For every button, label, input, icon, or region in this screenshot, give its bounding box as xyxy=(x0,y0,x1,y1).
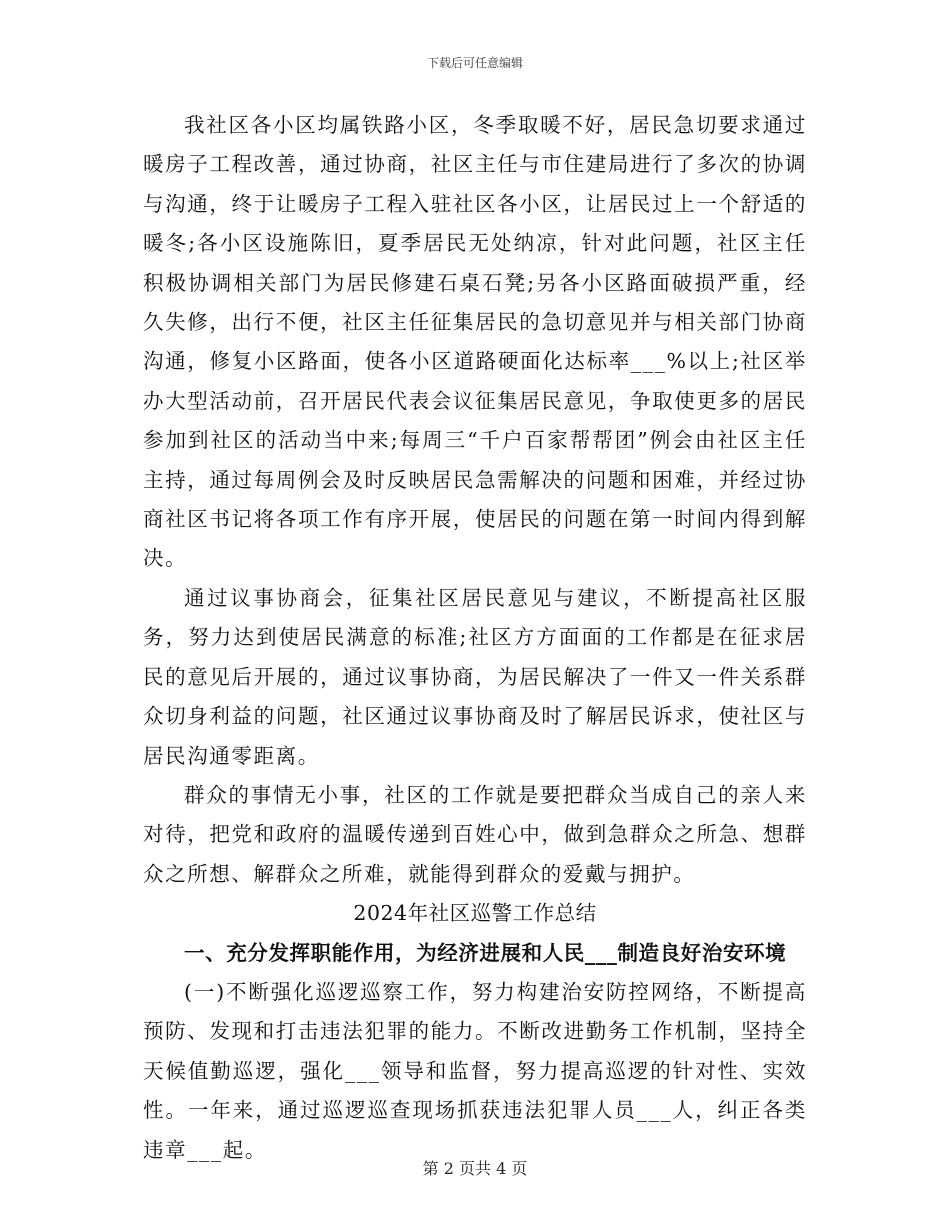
document-body xyxy=(143,106,807,1170)
document-title: 2024年社区巡警工作总结 xyxy=(353,901,597,926)
paragraph-heating-project: 我社区各小区均属铁路小区，冬季取暖不好，居民急切要求通过暖房子工程改善，通过协商，社区主任与市住建局进行了多次的协调与沟通，终于让暖房子工程入驻社区各小区，让居民过上一个舒适的暖冬;各小区设施陈旧，夏季居民无处纳凉，针对此问题，社区主任积极协调相关部门为居民修建石桌石凳;另各小区路面破损严重，经久失修，出行不便，社区主任征集居民的急切意见并与相关部门协商沟通，修复小区路面，使各小区道路硬面化达标率___%以上;社区举办大型活动前，召开居民代表会议征集居民意见，争取使更多的居民参加到社区的活动当中来;每周三“千户百家帮帮团”例会由社区主任主持，通过每周例会及时反映居民急需解决的问题和困难，并经过协商社区书记将各项工作有序开展，使居民的问题在第一时间内得到解决。 xyxy=(143,113,807,571)
paragraph-masses: 群众的事情无小事，社区的工作就是要把群众当成自己的亲人来对待，把党和政府的温暖传递到百姓心中，做到急群众之所急、想群众之所想、解群众之所难，就能得到群众的爱戴与拥护。 xyxy=(143,782,807,886)
page-footer: 第 2 页共 4 页 xyxy=(422,1159,528,1178)
page-header: 下载后可任意编辑 xyxy=(426,56,523,70)
section-heading: 一、充分发挥职能作用，为经济进展和人民___制造良好治安环境 xyxy=(184,940,787,965)
paragraph-patrol: (一)不断强化巡逻巡察工作，努力构建治安防控网络，不断提高预防、发现和打击违法犯罪的能力。不断改进勤务工作机制，坚持全天候值勤巡逻，强化___领导和监督，努力提高巡逻的针对性、实效性。一年来，通过巡逻巡查现场抓获违法犯罪人员___人，纠正各类违章___起。 xyxy=(143,979,807,1162)
paragraph-consultation: 通过议事协商会，征集社区居民意见与建议，不断提高社区服务，努力达到使居民满意的标准;社区方方面面的工作都是在征求居民的意见后开展的，通过议事协商，为居民解决了一件又一件关系群众切身利益的问题，社区通过议事协商及时了解居民诉求，使社区与居民沟通零距离。 xyxy=(143,585,807,768)
